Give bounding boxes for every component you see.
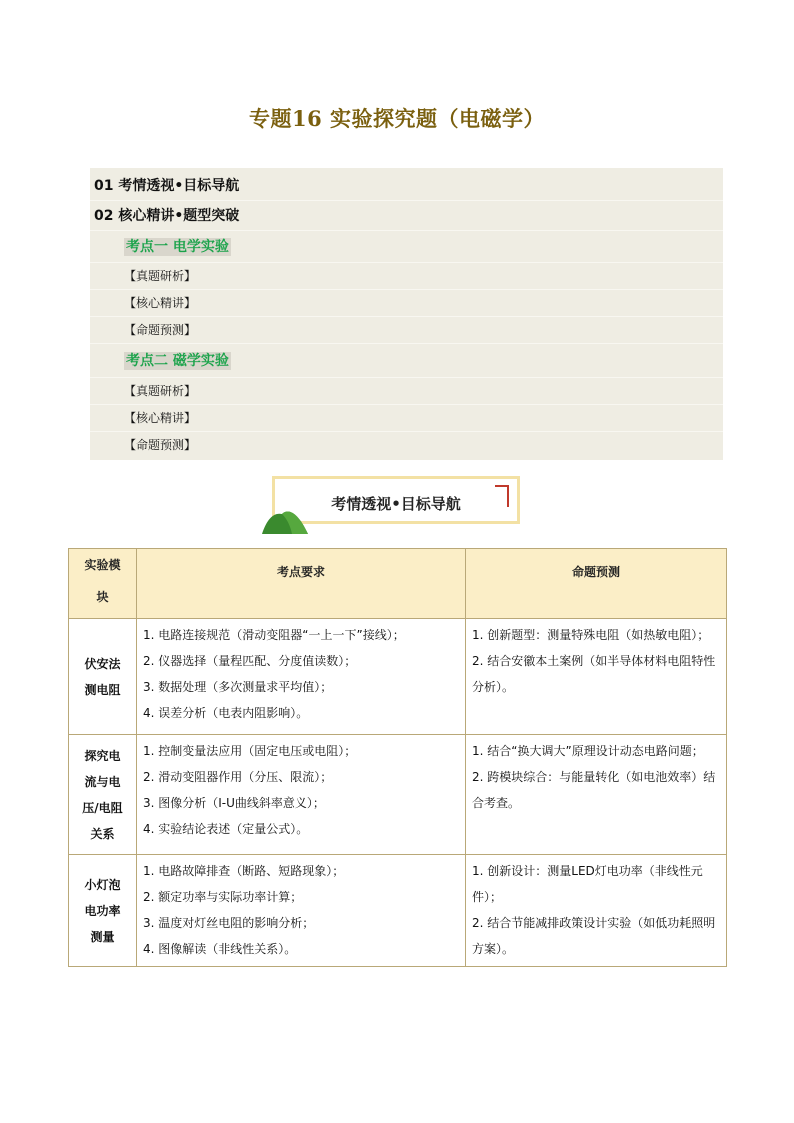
toc-item[interactable] <box>90 201 723 231</box>
exam-analysis-table <box>68 548 727 967</box>
requirement-item: 4. 误差分析（电表内阻影响）。 <box>143 706 309 720</box>
table-of-contents <box>90 168 723 460</box>
table-row <box>69 619 727 735</box>
requirement-item: 4. 实验结论表述（定量公式）。 <box>143 822 309 836</box>
section-banner <box>272 476 520 524</box>
predictions-cell <box>466 735 727 855</box>
requirement-item: 1. 控制变量法应用（固定电压或电阻）； <box>143 744 357 758</box>
prediction-item: 1. 创新设计：测量LED灯电功率（非线性元件）； <box>472 864 703 904</box>
document-title: 专题16 实验探究题（电磁学） <box>248 106 546 131</box>
prediction-item: 2. 结合安徽本土案例（如半导体材料电阻特性分析）。 <box>472 654 716 694</box>
toc-section-label: 考点二 磁学实验 <box>126 353 229 369</box>
toc-subitem-label: 【命题预测】 <box>124 438 197 452</box>
toc-subitem-label: 【核心精讲】 <box>124 411 197 425</box>
toc-item-label: 02 核心精讲•题型突破 <box>94 208 240 224</box>
table-header-row <box>69 549 727 619</box>
toc-subitem[interactable] <box>90 405 723 432</box>
toc-subitem-label: 【真题研析】 <box>124 269 197 283</box>
requirement-item: 3. 数据处理（多次测量求平均值）； <box>143 680 333 694</box>
requirement-item: 1. 电路连接规范（滑动变阻器“一上一下”接线）； <box>143 628 405 642</box>
banner-corner-mark <box>495 485 509 487</box>
toc-item-label: 01 考情透视•目标导航 <box>94 178 240 194</box>
prediction-item: 1. 结合“换大调大”原理设计动态电路问题； <box>472 744 704 758</box>
toc-subitem[interactable] <box>90 432 723 459</box>
toc-subitem-label: 【核心精讲】 <box>124 296 197 310</box>
requirements-cell <box>137 619 466 735</box>
requirement-item: 3. 温度对灯丝电阻的影响分析； <box>143 916 315 930</box>
prediction-item: 2. 结合节能减排政策设计实验（如低功耗照明方案）。 <box>472 916 716 956</box>
module-cell: 伏安法测电阻 <box>69 619 137 735</box>
toc-subitem[interactable] <box>90 317 723 344</box>
toc-item[interactable] <box>90 171 723 201</box>
requirement-item: 2. 滑动变阻器作用（分压、限流）； <box>143 770 333 784</box>
requirements-cell <box>137 735 466 855</box>
toc-subitem-label: 【真题研析】 <box>124 384 197 398</box>
banner-title: 考情透视•目标导航 <box>331 495 461 513</box>
prediction-item: 1. 创新题型：测量特殊电阻（如热敏电阻）； <box>472 628 710 642</box>
prediction-item: 2. 跨模块综合：与能量转化（如电池效率）结合考查。 <box>472 770 716 810</box>
module-cell: 探究电流与电压/电阻关系 <box>69 735 137 855</box>
requirement-item: 3. 图像分析（I-U曲线斜率意义）； <box>143 796 325 810</box>
hill-icon <box>262 506 308 534</box>
column-header-module: 实验模块 <box>69 549 137 619</box>
predictions-cell <box>466 619 727 735</box>
table-row <box>69 735 727 855</box>
requirement-item: 2. 额定功率与实际功率计算； <box>143 890 303 904</box>
requirement-item: 2. 仪器选择（量程匹配、分度值读数）； <box>143 654 357 668</box>
module-cell: 小灯泡电功率测量 <box>69 855 137 967</box>
toc-subitem[interactable] <box>90 378 723 405</box>
toc-subitem[interactable] <box>90 263 723 290</box>
toc-section-label: 考点一 电学实验 <box>126 239 229 255</box>
requirement-item: 1. 电路故障排查（断路、短路现象）； <box>143 864 345 878</box>
column-header-predictions: 命题预测 <box>466 549 727 619</box>
toc-section-heading[interactable] <box>90 231 723 263</box>
banner-corner-mark <box>507 485 509 507</box>
requirement-item: 4. 图像解读（非线性关系）。 <box>143 942 297 956</box>
predictions-cell <box>466 855 727 967</box>
table-row <box>69 855 727 967</box>
column-header-requirements: 考点要求 <box>137 549 466 619</box>
toc-section-heading[interactable] <box>90 344 723 378</box>
requirements-cell <box>137 855 466 967</box>
toc-subitem-label: 【命题预测】 <box>124 323 197 337</box>
toc-subitem[interactable] <box>90 290 723 317</box>
